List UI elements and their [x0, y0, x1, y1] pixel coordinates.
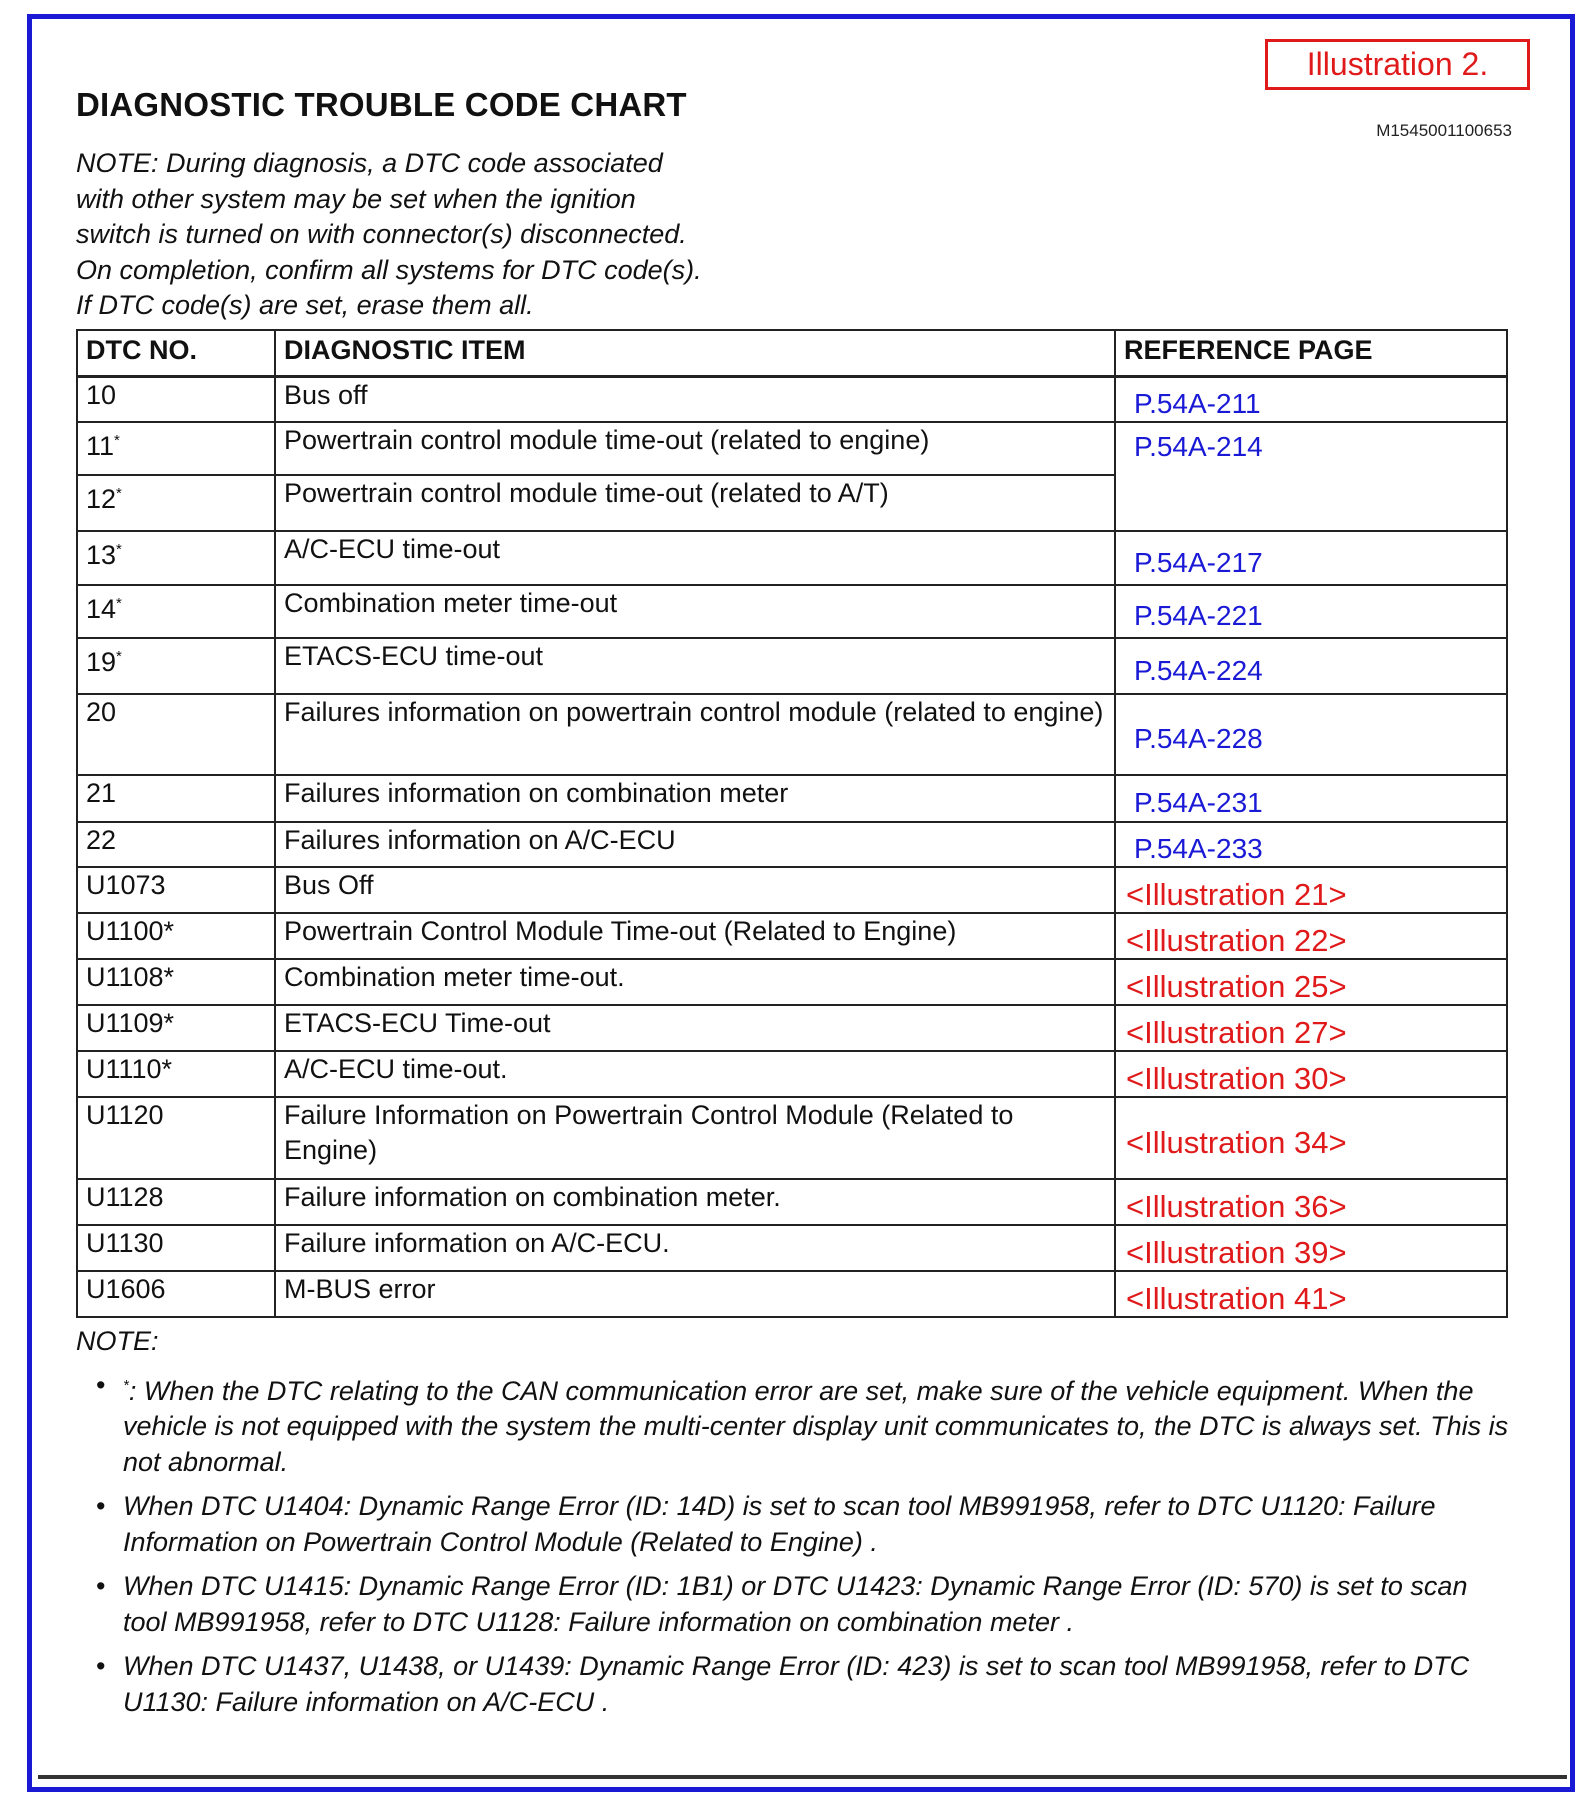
table-row [77, 1225, 1507, 1271]
reference-link[interactable]: <Illustration 22> [1115, 913, 1507, 959]
reference-link[interactable]: <Illustration 39> [1115, 1225, 1507, 1271]
dtc-code [77, 475, 275, 531]
dtc-code [77, 422, 275, 475]
asterisk-mark: * [114, 432, 120, 449]
dtc-code [77, 1225, 275, 1271]
illustration-label: Illustration 2. [1265, 39, 1530, 90]
diagnostic-item: Failure Information on Powertrain Control Module (Related to Engine) [275, 1097, 1115, 1179]
dtc-code [77, 822, 275, 867]
diagnostic-item: Bus Off [275, 867, 1115, 913]
note-item [123, 1649, 1516, 1720]
note-text: When DTC U1415: Dynamic Range Error (ID: 1B1) or DTC U1423: Dynamic Range Error (ID: 570) is set to scan tool MB991958, refer to DTC U1128: Failure information on combination meter . [123, 1571, 1468, 1637]
reference-link[interactable]: P.54A-228 [1115, 694, 1507, 775]
dtc-code-text: 14 [86, 594, 117, 624]
dtc-code [77, 1097, 275, 1179]
dtc-code-text: U1073 [86, 870, 166, 900]
reference-link[interactable]: P.54A-217 [1115, 531, 1507, 585]
diagnostic-item: Failure information on combination meter. [275, 1179, 1115, 1225]
asterisk-mark: * [116, 595, 122, 612]
reference-link[interactable]: <Illustration 41> [1115, 1271, 1507, 1317]
diagnostic-item: Failure information on A/C-ECU. [275, 1225, 1115, 1271]
note-line: switch is turned on with connector(s) disconnected. [76, 219, 687, 249]
table-row [77, 822, 1507, 867]
reference-link[interactable]: P.54A-211 [1115, 376, 1507, 422]
diagnostic-item: Powertrain control module time-out (related to A/T) [275, 475, 1115, 531]
table-row [77, 531, 1507, 585]
reference-link[interactable]: P.54A-224 [1115, 638, 1507, 694]
diagnostic-item: Combination meter time-out. [275, 959, 1115, 1005]
table-row [77, 585, 1507, 638]
notes-list [76, 1368, 1516, 1721]
dtc-code-text: 21 [86, 778, 117, 808]
note-item [123, 1489, 1516, 1560]
dtc-code-text: 19 [86, 647, 117, 677]
dtc-code-text: 13 [86, 540, 117, 570]
reference-link[interactable]: P.54A-231 [1115, 775, 1507, 822]
table-row [77, 638, 1507, 694]
note-line: with other system may be set when the ignition [76, 183, 636, 214]
diagnostic-item: Powertrain control module time-out (related to engine) [275, 422, 1115, 475]
reference-link[interactable]: P.54A-233 [1115, 822, 1507, 867]
reference-link[interactable]: P.54A-221 [1115, 585, 1507, 638]
dtc-code [77, 585, 275, 638]
table-row [77, 422, 1507, 475]
table-row [77, 913, 1507, 959]
table-row [77, 1271, 1507, 1317]
dtc-code [77, 694, 275, 775]
table-row [77, 1097, 1507, 1179]
note-text: When DTC U1437, U1438, or U1439: Dynamic Range Error (ID: 423) is set to scan tool MB991958, refer to DTC U1130: Failure information on A/C-ECU . [123, 1651, 1470, 1717]
dtc-code-text: 10 [86, 379, 117, 410]
dtc-code-text: U1100* [86, 916, 175, 946]
reference-link[interactable]: <Illustration 27> [1115, 1005, 1507, 1051]
dtc-code [77, 638, 275, 694]
note-line: NOTE: During diagnosis, a DTC code associated [76, 148, 663, 178]
dtc-code-text: U1120 [86, 1100, 164, 1130]
diagnostic-item: A/C-ECU time-out [275, 531, 1115, 585]
dtc-code-text: 11 [86, 431, 115, 461]
dtc-code-text: 22 [86, 825, 117, 855]
header-diagnostic-item: DIAGNOSTIC ITEM [275, 330, 1115, 376]
document-code: M1545001100653 [1376, 121, 1512, 140]
diagnostic-item: A/C-ECU time-out. [275, 1051, 1115, 1097]
dtc-code-text: U1109* [86, 1008, 175, 1038]
dtc-code-text: 12 [86, 484, 117, 514]
table-row [77, 694, 1507, 775]
table-row [77, 959, 1507, 1005]
note-item [123, 1569, 1516, 1640]
diagnostic-item: Bus off [275, 376, 1115, 422]
diagnostic-item: Combination meter time-out [275, 585, 1115, 638]
note-line: On completion, confirm all systems for DTC code(s). [76, 254, 702, 285]
note-text: : When the DTC relating to the CAN communication error are set, make sure of the vehicle equipment. When the vehicle is not equipped with the system the multi-center display unit communicates to, the DTC is always set. This is not abnormal. [123, 1375, 1509, 1477]
diagnostic-item: M-BUS error [275, 1271, 1115, 1317]
reference-link[interactable]: <Illustration 25> [1115, 959, 1507, 1005]
dtc-code-text: 20 [86, 697, 117, 727]
reference-link[interactable]: <Illustration 34> [1115, 1097, 1507, 1179]
dtc-code-text: U1128 [86, 1182, 164, 1212]
dtc-code-text: U1606 [86, 1274, 166, 1304]
table-row [77, 1005, 1507, 1051]
table-row [77, 1051, 1507, 1097]
diagnostic-item: ETACS-ECU time-out [275, 638, 1115, 694]
notes-heading: NOTE: [76, 1326, 159, 1356]
reference-link[interactable]: <Illustration 36> [1115, 1179, 1507, 1225]
note-line: If DTC code(s) are set, erase them all. [76, 290, 534, 320]
asterisk-mark: * [116, 485, 122, 502]
dtc-code [77, 959, 275, 1005]
header-dtc-no: DTC NO. [77, 330, 275, 376]
reference-link[interactable]: <Illustration 21> [1115, 867, 1507, 913]
note-item [123, 1368, 1516, 1481]
reference-link[interactable]: P.54A-214 [1115, 422, 1507, 531]
asterisk-mark: * [116, 541, 122, 558]
dtc-code [77, 531, 275, 585]
table-row [77, 1179, 1507, 1225]
page-title: DIAGNOSTIC TROUBLE CODE CHART [76, 86, 687, 123]
dtc-code [77, 1271, 275, 1317]
table-row [77, 867, 1507, 913]
dtc-table [76, 329, 1508, 1318]
dtc-code-text: U1110* [86, 1054, 173, 1084]
note-text: When DTC U1404: Dynamic Range Error (ID: 14D) is set to scan tool MB991958, refer to DTC U1120: Failure Information on Powertrain Control Module (Related to Engine) . [123, 1491, 1436, 1557]
dtc-code [77, 376, 275, 422]
asterisk-mark: * [123, 1376, 129, 1394]
footer-notes [76, 1324, 1516, 1729]
dtc-code [77, 1179, 275, 1225]
dtc-code [77, 867, 275, 913]
diagnostic-item: Powertrain Control Module Time-out (Related to Engine) [275, 913, 1115, 959]
diagnostic-item: Failures information on A/C-ECU [275, 822, 1115, 867]
diagnostic-item: Failures information on powertrain control module (related to engine) [275, 694, 1115, 775]
diagnostic-item: Failures information on combination meter [275, 775, 1115, 822]
header-reference-page: REFERENCE PAGE [1115, 330, 1507, 376]
table-row [77, 775, 1507, 822]
dtc-code [77, 1005, 275, 1051]
table-row [77, 376, 1507, 422]
intro-note [76, 146, 702, 324]
dtc-code [77, 775, 275, 822]
dtc-code [77, 913, 275, 959]
diagnostic-item: ETACS-ECU Time-out [275, 1005, 1115, 1051]
asterisk-mark: * [116, 648, 122, 665]
dtc-code-text: U1130 [86, 1228, 164, 1258]
dtc-code [77, 1051, 275, 1097]
dtc-code-text: U1108* [86, 962, 175, 992]
reference-link[interactable]: <Illustration 30> [1115, 1051, 1507, 1097]
